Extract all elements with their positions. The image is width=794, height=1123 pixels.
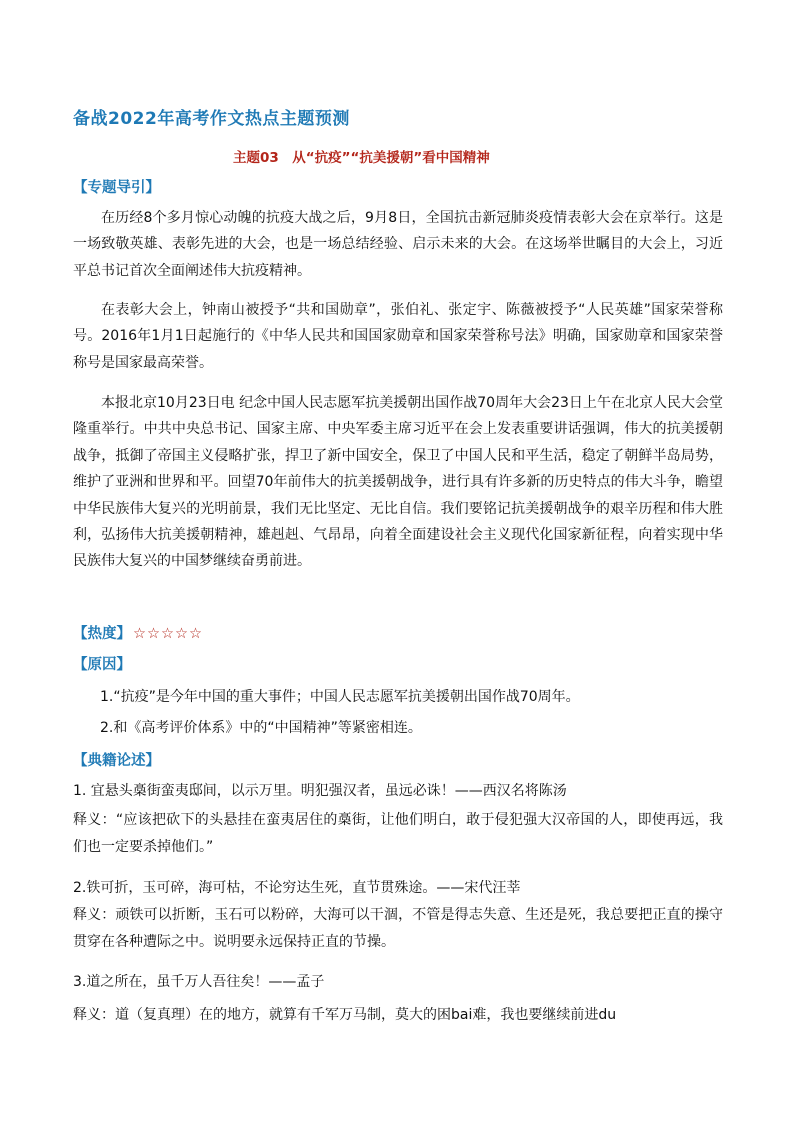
intro-paragraph-2: 在表彰大会上，钟南山被授予“共和国勋章”，张伯礼、张定宇、陈薇被授予“人民英雄”国家荣誉称号。2016年1月1日起施行的《中华人民共和国国家勋章和国家荣誉称号法》明确，国家勋章和国家荣誉称号是国家最高荣誉。 [73,302,723,371]
section-heading-classics: 【典籍论述】 [73,753,160,769]
intro-paragraph-1: 在历经8个多月惊心动魄的抗疫大战之后，9月8日，全国抗击新冠肺炎疫情表彰大会在京举行。这是一场致敬英雄、表彰先进的大会，也是一场总结经验、启示未来的大会。在这场举世瞩目的大会上，习近平总书记首次全面阐述伟大抗疫精神。 [73,210,723,279]
intro-paragraph-3: 本报北京10月23日电 纪念中国人民志愿军抗美援朝出国作战70周年大会23日上午在北京人民大会堂隆重举行。中共中央总书记、国家主席、中央军委主席习近平在会上发表重要讲话强调，伟大的抗美援朝战争，抵御了帝国主义侵略扩张，捍卫了新中国安全，保卫了中国人民和平生活，稳定了朝鲜半岛局势，维护了亚洲和世界和平。回望70年前伟大的抗美援朝战争，进行具有许多新的历史特点的伟大斗争，瞻望中华民族伟大复兴的光明前景，我们无比坚定、无比自信。我们要铭记抗美援朝战争的艰辛历程和伟大胜利，弘扬伟大抗美援朝精神，雄赳赳、气昂昂，向着全面建设社会主义现代化国家新征程，向着实现中华民族伟大复兴的中国梦继续奋勇前进。 [73,395,723,570]
classic-explain-3: 释义：道（复真理）在的地方，就算有千军万马制，莫大的困bai难，我也要继续前进du [73,1007,617,1023]
reason-item-2: 2.和《高考评价体系》中的“中国精神”等紧密相连。 [100,720,422,736]
classic-quote-1: 1. 宜悬头槀街蛮夷邸间，以示万里。明犯强汉者，虽远必诛！——西汉名将陈汤 [73,783,567,799]
classic-quote-3: 3.道之所在，虽千万人吾往矣！——孟子 [73,974,325,990]
classic-explain-1: 释义：“应该把砍下的头悬挂在蛮夷居住的槀街，让他们明白，敢于侵犯强大汉帝国的人，即使再远，我们也一定要杀掉他们。” [73,812,723,855]
heat-heading-label: 【热度】 [73,626,131,642]
classic-quote-2: 2.铁可折，玉可碎，海可枯，不论穷达生死，直节贯殊途。——宋代汪莘 [73,880,521,896]
section-heading-heat [73,622,203,643]
reason-item-1: 1.“抗疫”是今年中国的重大事件；中国人民志愿军抗美援朝出国作战70周年。 [100,689,580,705]
topic-subtitle: 主题03 从“抗疫”“抗美援朝”看中国精神 [233,150,490,166]
classic-explain-2: 释义：顽铁可以折断，玉石可以粉碎，大海可以干涸，不管是得志失意、生还是死，我总要把正直的操守贯穿在各种遭际之中。说明要永远保持正直的节操。 [73,907,723,950]
section-heading-intro: 【专题导引】 [73,180,160,196]
heat-rating-stars: ☆☆☆☆☆ [133,626,203,642]
section-heading-reason: 【原因】 [73,657,131,673]
document-title: 备战2022年高考作文热点主题预测 [73,109,350,129]
